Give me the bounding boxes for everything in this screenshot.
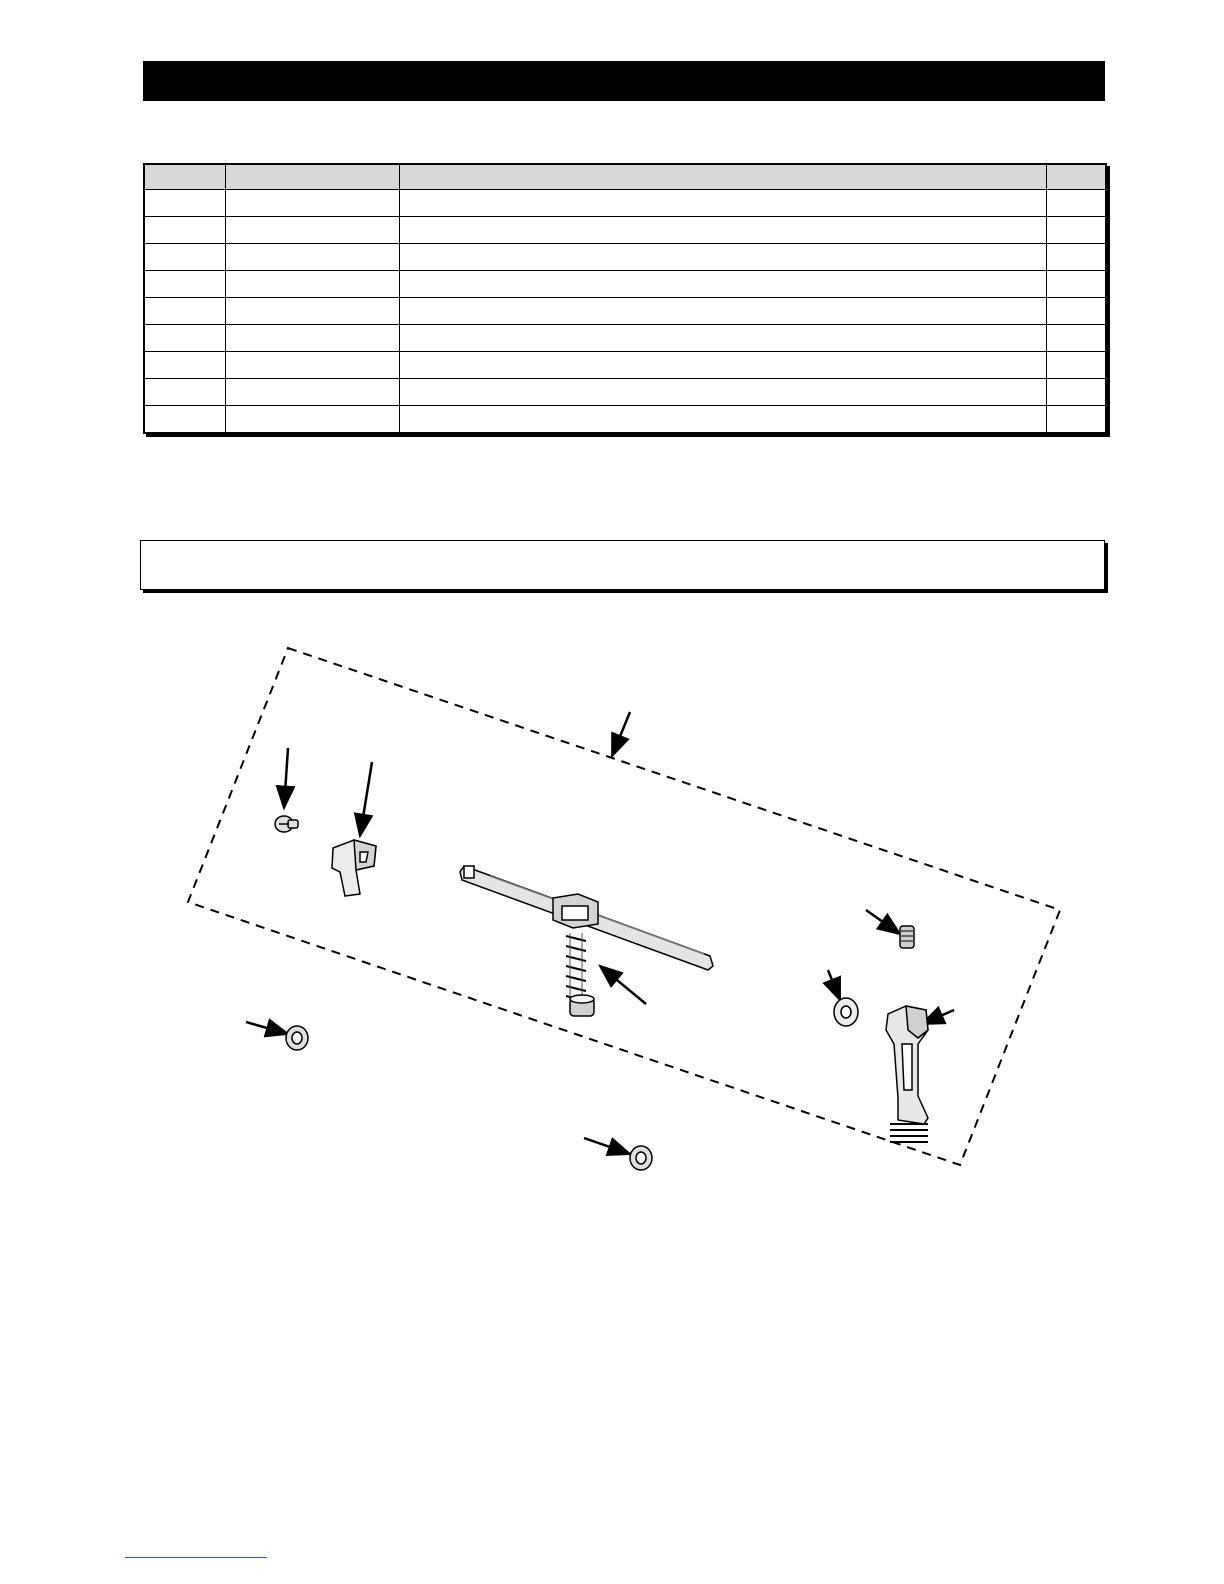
page-title-bar <box>143 61 1105 101</box>
table-row <box>144 352 1106 379</box>
cell-desc <box>400 271 1046 298</box>
cell-qty <box>1046 244 1106 271</box>
cell-desc <box>400 217 1046 244</box>
cell-part <box>226 325 400 352</box>
table-row <box>144 244 1106 271</box>
cell-part <box>226 271 400 298</box>
header-qty <box>1046 164 1106 190</box>
leader-arrow-latch <box>360 762 372 836</box>
leader-arrow-bushing <box>584 1138 630 1154</box>
footer-link-underline[interactable] <box>125 1557 267 1558</box>
cell-ref <box>144 244 226 271</box>
cell-qty <box>1046 271 1106 298</box>
cell-ref <box>144 271 226 298</box>
cell-part <box>226 217 400 244</box>
table-row <box>144 190 1106 217</box>
cell-desc <box>400 379 1046 406</box>
cell-part <box>226 406 400 434</box>
screw-part <box>275 816 298 832</box>
leader-arrow-screw <box>284 748 288 808</box>
cell-ref <box>144 298 226 325</box>
header-part-no <box>226 164 400 190</box>
table-row <box>144 325 1106 352</box>
shift-lever-part <box>886 1006 928 1142</box>
leader-arrow-assembly <box>612 712 630 756</box>
cell-part <box>226 298 400 325</box>
leader-arrows <box>246 712 954 1154</box>
cell-part <box>226 244 400 271</box>
table-row <box>144 379 1106 406</box>
cell-qty <box>1046 352 1106 379</box>
cell-ref <box>144 379 226 406</box>
table-row <box>144 271 1106 298</box>
cell-ref <box>144 352 226 379</box>
leader-arrow-spring <box>600 966 646 1004</box>
shift-rod-part <box>460 866 713 1016</box>
cell-ref <box>144 217 226 244</box>
spring-part <box>566 933 586 1001</box>
cell-qty <box>1046 298 1106 325</box>
cell-desc <box>400 298 1046 325</box>
cell-qty <box>1046 217 1106 244</box>
cell-ref <box>144 190 226 217</box>
cell-qty <box>1046 379 1106 406</box>
table-row <box>144 217 1106 244</box>
table-row <box>144 298 1106 325</box>
latch-block-part <box>332 840 376 896</box>
parts-table <box>143 163 1107 434</box>
cell-desc <box>400 244 1046 271</box>
washer-left-part <box>286 1026 308 1050</box>
set-screw-part <box>900 926 914 948</box>
leader-arrow-washer-left <box>246 1022 288 1034</box>
cell-part <box>226 379 400 406</box>
cell-qty <box>1046 190 1106 217</box>
cell-part <box>226 352 400 379</box>
header-description <box>400 164 1046 190</box>
flat-washer-part <box>834 998 858 1026</box>
cell-desc <box>400 352 1046 379</box>
cell-desc <box>400 406 1046 434</box>
cell-qty <box>1046 406 1106 434</box>
cell-qty <box>1046 325 1106 352</box>
exploded-parts-diagram <box>0 600 1224 1220</box>
cell-desc <box>400 190 1046 217</box>
leader-arrow-washer <box>828 970 840 1000</box>
cell-part <box>226 190 400 217</box>
bushing-bottom-part <box>630 1146 652 1170</box>
cell-ref <box>144 406 226 434</box>
cell-desc <box>400 325 1046 352</box>
cell-ref <box>144 325 226 352</box>
table-row <box>144 406 1106 434</box>
leader-arrow-set-screw <box>866 910 900 934</box>
table-header-row <box>144 164 1106 190</box>
header-ref-no <box>144 164 226 190</box>
section-heading-box <box>140 540 1105 590</box>
